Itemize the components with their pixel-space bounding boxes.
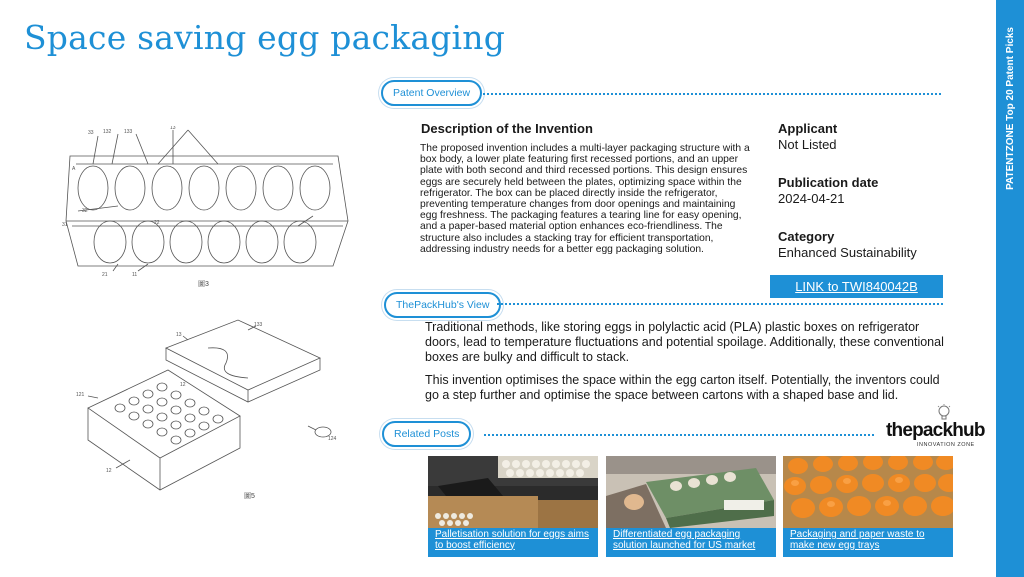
post-2-image bbox=[606, 456, 776, 528]
page-title: Space saving egg packaging bbox=[24, 18, 506, 57]
related-post-card[interactable] bbox=[606, 456, 776, 557]
patent-figure-5 bbox=[58, 318, 358, 503]
svg-text:133: 133 bbox=[124, 129, 133, 135]
post-1-image bbox=[428, 456, 598, 528]
publication-date-label: Publication date bbox=[778, 175, 879, 190]
svg-text:13: 13 bbox=[170, 126, 176, 131]
logo-wordmark: thepackhub bbox=[886, 420, 985, 441]
category-value: Enhanced Sustainability bbox=[778, 245, 917, 260]
post-1-title[interactable]: Palletisation solution for eggs aims to boost efficiency bbox=[435, 529, 589, 551]
svg-text:124: 124 bbox=[328, 436, 337, 442]
figure-5-drawing bbox=[58, 318, 358, 503]
view-divider bbox=[497, 303, 943, 305]
svg-text:21: 21 bbox=[102, 272, 108, 278]
svg-text:31: 31 bbox=[62, 222, 68, 228]
svg-text:A: A bbox=[72, 166, 76, 172]
tab-packhub-view[interactable]: ThePackHub's View bbox=[384, 292, 501, 318]
svg-text:13: 13 bbox=[176, 332, 182, 338]
description-heading: Description of the Invention bbox=[421, 121, 593, 136]
related-post-card[interactable] bbox=[428, 456, 598, 557]
thepackhub-logo bbox=[886, 410, 992, 452]
svg-text:12: 12 bbox=[106, 468, 112, 474]
description-body: The proposed invention includes a multi-layer packaging structure with a box body, a lower plate featuring first recessed portions, and an upper plate with both second and third recessed portions. This design ensures eggs are securely held between the plates, optimizing space within the refrigerator. The box can be placed directly inside the refrigerator, preventing temperature changes from door openings and maintaining egg freshness. The packaging features a tearing line for easy opening, and a paper-based material option enhances eco-friendliness. The structure also includes a stacking tray for efficient transportation, addressing industry needs for a better egg packaging solution. bbox=[420, 143, 750, 255]
applicant-label: Applicant bbox=[778, 121, 838, 136]
svg-text:121: 121 bbox=[76, 392, 85, 398]
overview-divider bbox=[483, 93, 941, 95]
tab-related-posts[interactable]: Related Posts bbox=[382, 421, 471, 447]
svg-text:32: 32 bbox=[82, 208, 88, 214]
figure-3-label: 圖3 bbox=[198, 281, 209, 288]
related-post-card[interactable] bbox=[783, 456, 953, 557]
svg-text:22: 22 bbox=[154, 220, 160, 226]
applicant-value: Not Listed bbox=[778, 137, 837, 152]
svg-text:132: 132 bbox=[103, 129, 112, 135]
sidebar-label bbox=[1000, 8, 1020, 208]
svg-text:33: 33 bbox=[88, 130, 94, 136]
figure-5-label: 圖5 bbox=[244, 493, 255, 500]
patent-figure-3 bbox=[58, 126, 358, 291]
tab-patent-overview[interactable]: Patent Overview bbox=[381, 80, 482, 106]
svg-text:12: 12 bbox=[180, 382, 186, 388]
publication-date-value: 2024-04-21 bbox=[778, 191, 845, 206]
svg-text:11: 11 bbox=[132, 272, 138, 278]
post-3-image bbox=[783, 456, 953, 528]
related-divider bbox=[484, 434, 874, 436]
post-2-title[interactable]: Differentiated egg packaging solution launched for US market bbox=[613, 529, 756, 551]
logo-subtitle: INNOVATION ZONE bbox=[917, 442, 975, 448]
patent-link-button[interactable]: LINK to TWI840042B bbox=[770, 275, 943, 298]
sidebar-label-text: PATENTZONE Top 20 Patent Picks bbox=[1004, 26, 1016, 190]
view-paragraph-1: Traditional methods, like storing eggs in polylactic acid (PLA) plastic boxes on refrigerator doors, lead to temperature fluctuations and potential spoilage. Additionally, these conventional boxes are bulky and difficult to stack. bbox=[425, 320, 944, 364]
post-3-title[interactable]: Packaging and paper waste to make new egg trays bbox=[790, 529, 925, 551]
category-label: Category bbox=[778, 229, 835, 244]
svg-text:133: 133 bbox=[254, 322, 263, 328]
view-paragraph-2: This invention optimises the space within the egg carton itself. Potentially, the inventors could go a step further and optimise the space between cartons with a shaped base and lid. bbox=[425, 373, 940, 402]
figure-3-drawing bbox=[58, 126, 358, 291]
